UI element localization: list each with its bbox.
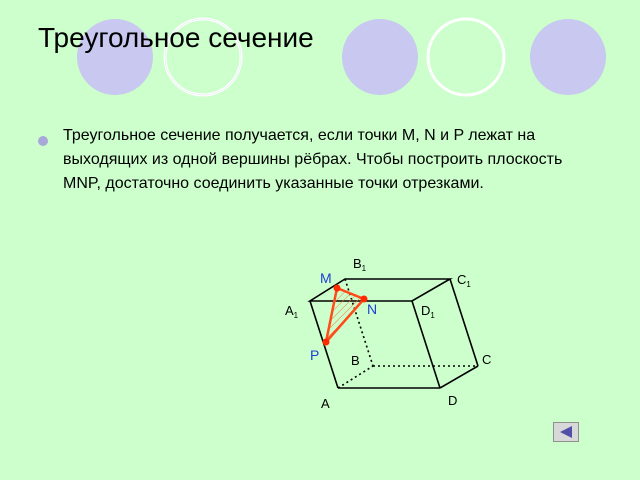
point-M — [334, 285, 341, 292]
slide-title: Треугольное сечение — [38, 22, 314, 53]
slide-paragraph: Треугольное сечение получается, если точки M, N и P лежат на выходящих из одной вершины рёбрах. Чтобы построить плоскость MNP, достаточно соединить указанные точки отрезками. — [63, 127, 563, 192]
triangle-left-icon — [559, 426, 573, 438]
hidden-edges — [338, 279, 478, 388]
edge-C1-C — [450, 279, 478, 366]
edge-A-B — [338, 366, 373, 388]
label-D1: $D_1$ — [421, 303, 435, 320]
label-C1: $C_1$ — [457, 272, 471, 289]
label-A1: $A_1$ — [285, 303, 299, 320]
label-P: P — [310, 347, 320, 363]
label-N: N — [367, 301, 378, 317]
label-C: C — [482, 352, 492, 367]
edge-D-C — [440, 366, 478, 388]
label-B: B — [351, 353, 360, 368]
back-button[interactable] — [553, 422, 579, 442]
point-P — [323, 339, 330, 346]
label-D: D — [448, 393, 458, 408]
label-A: A — [321, 396, 330, 411]
label-B1: $B_1$ — [353, 256, 367, 273]
label-M: M — [320, 270, 332, 286]
